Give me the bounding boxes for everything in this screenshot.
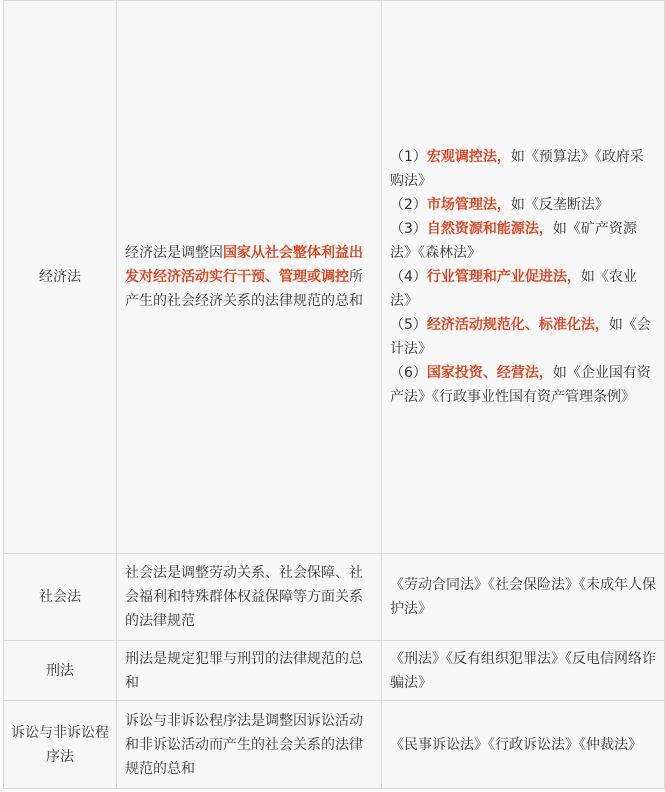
table-row-economic-law (4, 1, 665, 554)
examples-cell (382, 1, 665, 554)
table-row-social-law (4, 554, 665, 641)
example-item (390, 217, 656, 265)
example-text: 如《企业国有资产法》《行政事业性国有资产管理条例》 (390, 365, 651, 405)
examples-cell (382, 641, 665, 701)
example-item (390, 145, 656, 193)
example-number: （6） (390, 365, 427, 381)
example-text: 如《矿产资源法》《森林法》 (390, 221, 637, 261)
example-highlight: 市场管理法， (426, 197, 511, 213)
example-number: （5） (390, 317, 427, 333)
examples-cell (382, 554, 665, 641)
example-highlight: 宏观调控法， (426, 149, 511, 165)
definition-text: 刑法是规定犯罪与刑罚的法律规范的总和 (125, 650, 363, 691)
example-number: （2） (390, 197, 427, 213)
definition-text-end: 所产生的社会经济关系的法律规范的总和 (125, 269, 363, 309)
category-label: 社会法 (39, 589, 81, 605)
category-cell (4, 701, 117, 789)
definition-text: 经济法是调整因 (125, 245, 223, 261)
example-text: 如《农业法》 (390, 269, 637, 309)
definition-cell (117, 554, 382, 641)
examples-text: 《刑法》《反有组织犯罪法》《反电信网络诈骗法》 (390, 650, 656, 691)
example-number: （1） (390, 149, 427, 165)
category-cell (4, 554, 117, 641)
category-label: 诉讼与非诉讼程序法 (11, 724, 109, 765)
examples-cell (382, 701, 665, 789)
example-number: （3） (390, 221, 427, 237)
example-item (390, 313, 656, 361)
category-label: 刑法 (46, 662, 74, 679)
category-label: 经济法 (39, 269, 81, 285)
definition-cell (117, 641, 382, 701)
example-text: 如《反垄断法》 (510, 197, 609, 213)
table-row-criminal-law (4, 641, 665, 701)
category-cell (4, 641, 117, 701)
law-classification-table (3, 0, 665, 789)
definition-cell (117, 1, 382, 554)
category-cell (4, 1, 117, 554)
example-highlight: 自然资源和能源法， (426, 221, 553, 237)
example-highlight: 国家投资、经营法， (426, 365, 553, 381)
example-text: 如《预算法》《政府采购法》 (390, 149, 644, 189)
example-number: （4） (390, 269, 427, 285)
example-item (390, 265, 656, 313)
definition-text: 诉讼与非诉讼程序法是调整因诉讼活动和非诉讼活动而产生的社会关系的法律规范的总和 (125, 712, 363, 777)
example-item (390, 193, 656, 217)
table-row-procedural-law (4, 701, 665, 789)
definition-highlight: 国家从社会整体利益出发对经济活动实行干预、管理或调控 (125, 245, 363, 285)
example-item (390, 361, 656, 409)
example-highlight: 行业管理和产业促进法， (426, 269, 581, 285)
examples-text: 《劳动合同法》《社会保险法》《未成年人保护法》 (390, 577, 656, 617)
example-text: 如《会计法》 (390, 317, 651, 357)
definition-cell (117, 701, 382, 789)
example-highlight: 经济活动规范化、标准化法， (426, 317, 609, 333)
definition-text: 社会法是调整劳动关系、社会保障、社会福利和特殊群体权益保障等方面关系的法律规范 (125, 565, 363, 629)
examples-text: 《民事诉讼法》《行政诉讼法》《仲裁法》 (390, 736, 642, 753)
